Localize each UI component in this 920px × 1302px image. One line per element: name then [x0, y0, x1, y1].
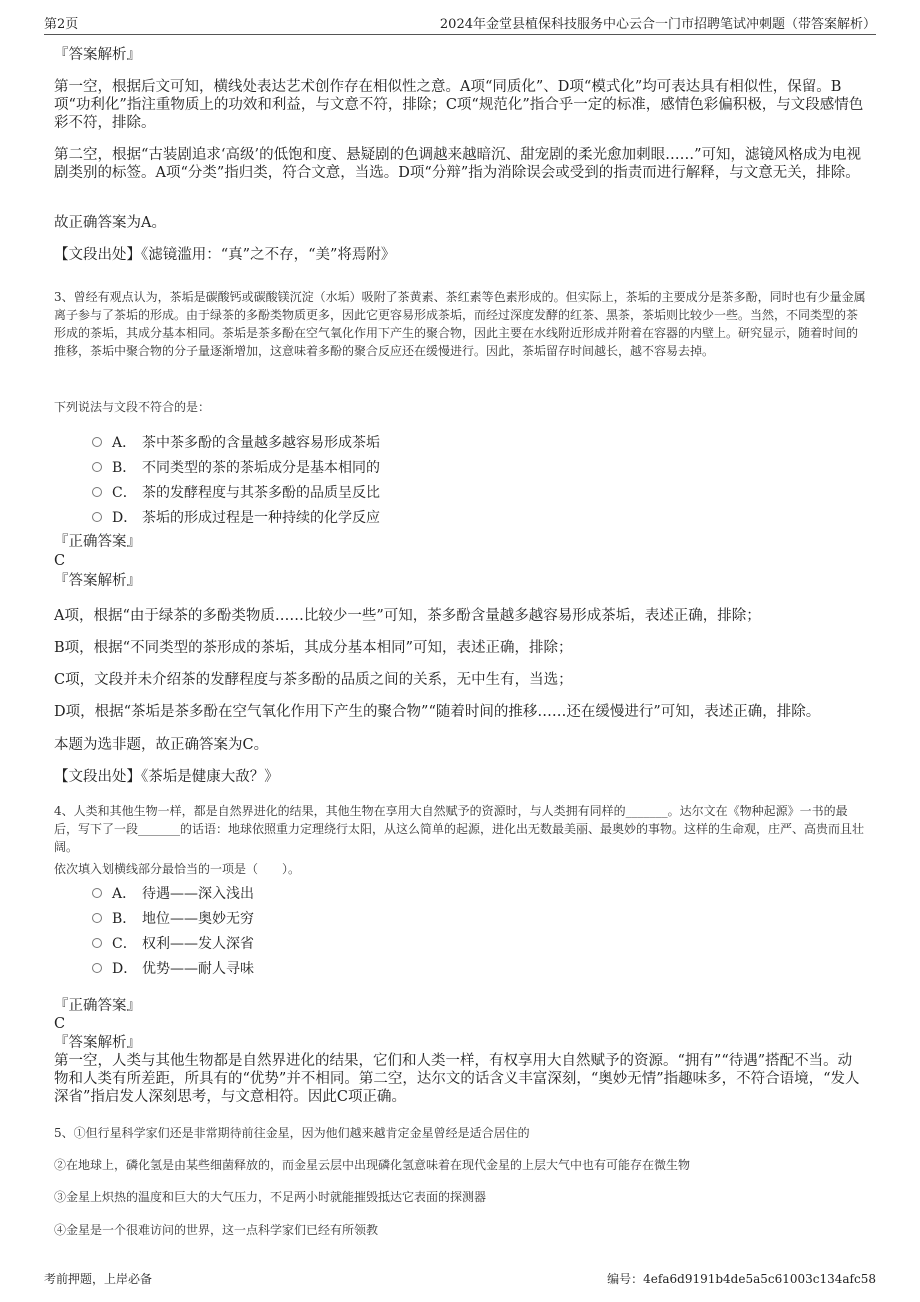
page-header: [44, 10, 876, 35]
radio-icon[interactable]: [92, 938, 102, 948]
q4-question: 依次填入划横线部分最恰当的一项是（ ）。: [54, 862, 301, 876]
document-title: 2024年金堂县植保科技服务中心云合一门市招聘笔试冲刺题（带答案解析）: [439, 17, 876, 32]
q2-analysis-label: 『答案解析』: [54, 47, 141, 63]
q4-answer-label: 『正确答案』: [54, 998, 141, 1014]
q2-analysis-para1: 第一空，根据后文可知，横线处表达艺术创作存在相似性之意。A项“同质化”、D项“模式化”均可表达具有相似性，保留。B项“功利化”指注重物质上的功效和利益，与文意不符，排除；C项“规范化”指合乎一定的标准，感情色彩偏积极，与文段感情色彩不符，排除。: [54, 79, 864, 131]
q3-analysis-label: 『答案解析』: [54, 573, 141, 589]
q3-option-d[interactable]: D． 茶垢的形成过程是一种持续的化学反应: [92, 507, 380, 527]
q5-line-1: 5、①但行星科学家们还是非常期待前往金星，因为他们越来越肯定金星曾经是适合居住的: [54, 1126, 530, 1140]
q3-option-b[interactable]: B． 不同类型的茶的茶垢成分是基本相同的: [92, 457, 380, 477]
q3-answer-label: 『正确答案』: [54, 534, 141, 550]
q4-option-a[interactable]: A． 待遇——深入浅出: [92, 883, 254, 903]
radio-icon[interactable]: [92, 963, 102, 973]
q3-answer: C: [54, 553, 66, 569]
document-id: 编号：4efa6d9191b4de5a5c61003c134afc58: [607, 1272, 876, 1286]
q3-stem: 3、曾经有观点认为，茶垢是碳酸钙或碳酸镁沉淀（水垢）吸附了茶黄素、茶红素等色素形成的。但实际上，茶垢的主要成分是茶多酚，同时也有少量金属离子参与了茶垢的形成。由于绿茶的多酚类物质更多，因此它更容易形成茶垢，而经过深度发酵的红茶、黑茶，茶垢则比较少一些。当然，不同类型的茶形成的茶垢，其成分基本相同。茶垢是茶多酚在空气氧化作用下产生的聚合物，因此主要在水线附近形成并附着在容器的内壁上。研究显示，随着时间的推移，茶垢中聚合物的分子量逐渐增加，这意味着多酚的聚合反应还在缓慢进行。因此，茶垢留存时间越长，越不容易去掉。: [54, 290, 866, 358]
q3-source: 【文段出处】《茶垢是健康大敌？》: [54, 769, 279, 785]
q4-analysis: 第一空，人类与其他生物都是自然界进化的结果，它们和人类一样，有权享用大自然赋予的资源。“拥有”“待遇”搭配不当。动物和人类有所差距，所具有的“优势”并不相同。第二空，达尔文的话含义丰富深刻，“奥妙无情”指趣味多，不符合语境，“发人深省”指启发人深刻思考，与文意相符。因此C项正确。: [54, 1053, 860, 1105]
q4-option-b[interactable]: B． 地位——奥妙无穷: [92, 908, 254, 928]
q5-line-4: ④金星是一个很难访问的世界，这一点科学家们已经有所领教: [54, 1223, 379, 1237]
q3-option-c[interactable]: C． 茶的发酵程度与其茶多酚的品质呈反比: [92, 482, 380, 502]
q4-option-d[interactable]: D． 优势——耐人寻味: [92, 958, 254, 978]
page-footer: [44, 1270, 876, 1287]
radio-icon[interactable]: [92, 487, 102, 497]
q4-analysis-label: 『答案解析』: [54, 1035, 141, 1051]
radio-icon[interactable]: [92, 462, 102, 472]
radio-icon[interactable]: [92, 437, 102, 447]
q4-option-c[interactable]: C． 权利——发人深省: [92, 933, 254, 953]
q2-conclusion: 故正确答案为A。: [54, 215, 166, 231]
page-number: 第2页: [44, 17, 79, 32]
q3-analysis-b: B项，根据“不同类型的茶形成的茶垢，其成分基本相同”可知，表述正确，排除；: [54, 640, 573, 656]
q3-conclusion: 本题为选非题，故正确答案为C。: [54, 737, 269, 753]
q4-stem: 4、人类和其他生物一样，都是自然界进化的结果，其他生物在享用大自然赋予的资源时，与人类拥有同样的_______。达尔文在《物种起源》一书的最后，写下了一段_______的话语：地球依照重力定理绕行太阳，从这么简单的起源，进化出无数最美丽、最奥妙的事物。这样的生命观，庄严、高贵而且壮阔。: [54, 804, 865, 854]
q4-answer: C: [54, 1016, 66, 1032]
q2-analysis-para2: 第二空，根据“古装剧追求‘高级’的低饱和度、悬疑剧的色调越来越暗沉、甜宠剧的柔光愈加刺眼……”可知，滤镜风格成为电视剧类别的标签。A项“分类”指归类，符合文意，当选。D项“分辩”指为消除误会或受到的指责而进行解释，与文意无关，排除。: [54, 147, 862, 181]
q3-analysis-a: A项，根据“由于绿茶的多酚类物质……比较少一些”可知，茶多酚含量越多越容易形成茶垢，表述正确，排除；: [54, 608, 761, 624]
q5-line-3: ③金星上炽热的温度和巨大的大气压力，不足两小时就能摧毁抵达它表面的探测器: [54, 1190, 487, 1204]
q5-line-2: ②在地球上，磷化氢是由某些细菌释放的，而金星云层中出现磷化氢意味着在现代金星的上层大气中也有可能存在微生物: [54, 1158, 691, 1172]
radio-icon[interactable]: [92, 888, 102, 898]
q3-option-a[interactable]: A． 茶中茶多酚的含量越多越容易形成茶垢: [92, 432, 380, 452]
q2-source: 【文段出处】《滤镜滥用：“真”之不存，“美”将焉附》: [54, 247, 396, 263]
radio-icon[interactable]: [92, 512, 102, 522]
q3-analysis-d: D项，根据“茶垢是茶多酚在空气氧化作用下产生的聚合物”“随着时间的推移……还在缓慢进行”可知，表述正确，排除。: [54, 704, 821, 720]
q3-analysis-c: C项，文段并未介绍茶的发酵程度与茶多酚的品质之间的关系，无中生有，当选；: [54, 672, 573, 688]
q3-question: 下列说法与文段不符合的是：: [54, 400, 211, 414]
footer-slogan: 考前押题，上岸必备: [44, 1272, 153, 1286]
radio-icon[interactable]: [92, 913, 102, 923]
